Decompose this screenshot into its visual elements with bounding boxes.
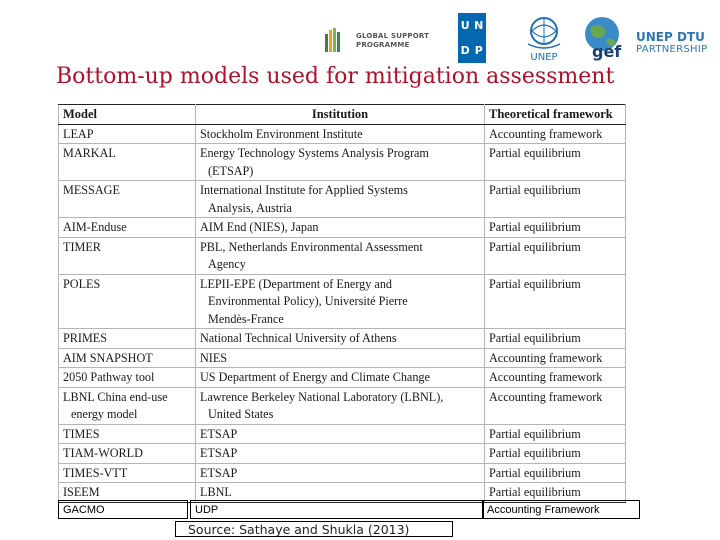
footer-model: GACMO [58, 500, 188, 519]
model-cell-line: AIM-Enduse [63, 220, 127, 234]
model-cell-line: MARKAL [63, 146, 116, 160]
model-cell-line: TIMES-VTT [63, 465, 128, 480]
model-cell-line: MESSAGE [63, 183, 120, 197]
institution-cell [196, 368, 485, 388]
table-row [59, 329, 626, 349]
institution-cell [196, 144, 485, 181]
institution-cell [196, 218, 485, 238]
institution-cell [196, 463, 485, 483]
table-row [59, 124, 626, 144]
framework-cell: Partial equilibrium [485, 329, 626, 349]
model-cell-line: LBNL China end-use [63, 389, 168, 404]
institution-cell-line: Analysis, Austria [208, 200, 292, 215]
model-cell-line: TIMES [63, 426, 100, 441]
framework-cell: Accounting framework [485, 124, 626, 144]
dtu-line2: PARTNERSHIP [636, 44, 708, 55]
footer-institution: UDP [190, 500, 484, 519]
framework-cell: Partial equilibrium [485, 218, 626, 238]
institution-cell-line: LBNL [200, 485, 232, 499]
model-cell-line: TIAM-WORLD [63, 446, 143, 460]
institution-cell-line: Mendès-France [208, 311, 284, 326]
model-cell [59, 463, 196, 483]
global-support-programme-logo [320, 22, 430, 58]
model-cell [59, 181, 196, 218]
table-row [59, 387, 626, 424]
framework-cell: Accounting framework [485, 368, 626, 388]
institution-cell-line: Energy Technology Systems Analysis Program [200, 146, 429, 160]
model-cell [59, 218, 196, 238]
framework-cell: Accounting framework [485, 387, 626, 424]
dtu-line1: UNEP DTU [636, 30, 705, 44]
institution-cell-line: Environmental Policy), Université Pierre [208, 294, 408, 308]
model-cell-line: 2050 Pathway tool [63, 370, 155, 384]
gsp-line2: PROGRAMME [356, 41, 410, 49]
framework-cell: Partial equilibrium [485, 181, 626, 218]
model-cell [59, 444, 196, 464]
model-cell [59, 124, 196, 144]
table-row [59, 274, 626, 329]
institution-cell [196, 348, 485, 368]
header-framework: Theoretical framework [485, 105, 626, 125]
model-cell-line: TIMER [63, 239, 101, 254]
undp-letter: N [474, 19, 484, 33]
institution-cell [196, 274, 485, 329]
model-cell [59, 348, 196, 368]
table-row [59, 424, 626, 444]
framework-cell: Partial equilibrium [485, 237, 626, 274]
institution-cell [196, 387, 485, 424]
institution-cell-line: NIES [200, 350, 228, 365]
institution-cell [196, 444, 485, 464]
table-row [59, 144, 626, 181]
institution-cell-line: ETSAP [200, 446, 238, 460]
undp-letter: P [474, 43, 483, 57]
table-row [59, 237, 626, 274]
model-cell [59, 387, 196, 424]
model-cell-line: PRIMES [63, 331, 108, 345]
model-cell-line: energy model [71, 407, 138, 421]
table-header-row [59, 105, 626, 125]
institution-cell-line: United States [208, 407, 274, 421]
table-row [59, 368, 626, 388]
gsp-line1: GLOBAL SUPPORT [356, 32, 430, 40]
institution-cell-line: Lawrence Berkeley National Laboratory (LBNL), [200, 389, 444, 404]
institution-cell [196, 237, 485, 274]
partner-logos [320, 10, 715, 66]
unep-emblem-icon [520, 14, 568, 50]
table-row [59, 218, 626, 238]
model-cell-line: AIM SNAPSHOT [63, 350, 153, 365]
header-model: Model [59, 105, 196, 125]
gef-label: gef [592, 42, 622, 61]
framework-cell: Partial equilibrium [485, 144, 626, 181]
footer-row [58, 500, 638, 520]
framework-cell: Partial equilibrium [485, 483, 626, 503]
framework-cell: Partial equilibrium [485, 274, 626, 329]
undp-letter: U [460, 19, 470, 33]
header-institution: Institution [196, 105, 485, 125]
table-row [59, 348, 626, 368]
framework-cell: Accounting framework [485, 348, 626, 368]
models-table [58, 104, 626, 503]
undp-logo [458, 13, 486, 63]
institution-cell-line: LEPII-EPE (Department of Energy and [200, 276, 393, 291]
unep-label: UNEP [530, 52, 558, 63]
framework-cell: Partial equilibrium [485, 424, 626, 444]
institution-cell-line: Stockholm Environment Institute [200, 126, 363, 141]
institution-cell-line: International Institute for Applied Systems [200, 183, 408, 197]
footer-framework: Accounting Framework [482, 500, 640, 519]
source-citation: Source: Sathaye and Shukla (2013) [175, 521, 453, 537]
institution-cell-line: Agency [208, 257, 246, 271]
model-cell [59, 329, 196, 349]
institution-cell-line: PBL, Netherlands Environmental Assessment [200, 239, 423, 254]
institution-cell-line: (ETSAP) [208, 163, 254, 178]
model-cell-line: POLES [63, 276, 101, 291]
institution-cell-line: ETSAP [200, 465, 238, 480]
gef-logo [582, 14, 626, 64]
institution-cell [196, 181, 485, 218]
table-row [59, 444, 626, 464]
institution-cell [196, 329, 485, 349]
institution-cell-line: AIM End (NIES), Japan [200, 220, 319, 234]
slide-title: Bottom-up models used for mitigation assessment [56, 64, 615, 89]
model-cell [59, 274, 196, 329]
model-cell [59, 424, 196, 444]
model-cell [59, 237, 196, 274]
framework-cell: Partial equilibrium [485, 463, 626, 483]
table-row [59, 181, 626, 218]
institution-cell [196, 124, 485, 144]
model-cell [59, 368, 196, 388]
institution-cell-line: ETSAP [200, 426, 238, 441]
undp-letter: D [460, 43, 470, 57]
unep-logo [520, 14, 568, 64]
model-cell-line: ISEEM [63, 485, 100, 499]
institution-cell [196, 424, 485, 444]
institution-cell-line: US Department of Energy and Climate Change [200, 370, 430, 384]
table-row [59, 463, 626, 483]
model-cell-line: LEAP [63, 126, 94, 141]
model-cell [59, 144, 196, 181]
institution-cell-line: National Technical University of Athens [200, 331, 397, 345]
unep-dtu-partnership-logo [636, 30, 714, 60]
leaf-icon [324, 26, 342, 54]
framework-cell: Partial equilibrium [485, 444, 626, 464]
